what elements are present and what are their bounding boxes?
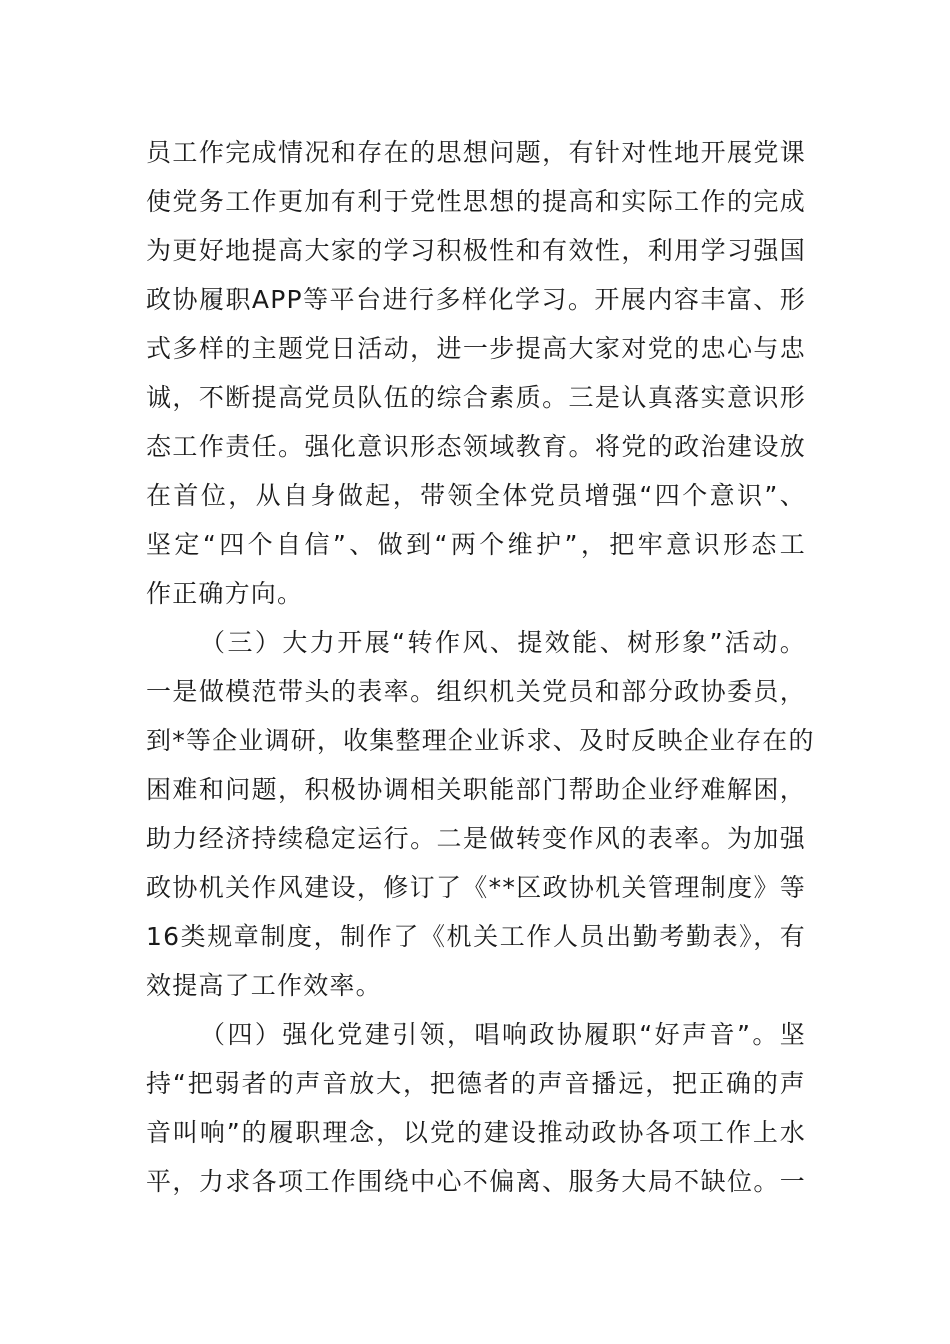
text-line: 一是做模范带头的表率。组织机关党员和部分政协委员， (146, 677, 806, 706)
text-line: 为更好地提高大家的学习积极性和有效性，利用学习强国 (146, 236, 806, 265)
text-line: 式多样的主题党日活动，进一步提高大家对党的忠心与忠 (146, 334, 806, 363)
text-line: 政协机关作风建设，修订了《**区政协机关管理制度》等 (146, 873, 806, 902)
text-line: 诚，不断提高党员队伍的综合素质。三是认真落实意识形 (146, 383, 806, 412)
section-heading-4: （四）强化党建引领，唱响政协履职“好声音”。坚 (200, 1020, 806, 1049)
text-line: 使党务工作更加有利于党性思想的提高和实际工作的完成 (146, 187, 806, 216)
text-line: 到*等企业调研，收集整理企业诉求、及时反映企业存在的 (146, 726, 815, 755)
text-line: 政协履职APP等平台进行多样化学习。开展内容丰富、形 (146, 285, 806, 314)
text-line: 16类规章制度，制作了《机关工作人员出勤考勤表》，有 (146, 922, 806, 951)
text-line: 在首位，从自身做起，带领全体党员增强“四个意识”、 (146, 481, 806, 510)
text-line: 坚定“四个自信”、做到“两个维护”，把牢意识形态工 (146, 530, 806, 559)
body-text (146, 128, 815, 1206)
text-line: 助力经济持续稳定运行。二是做转变作风的表率。为加强 (146, 824, 806, 853)
text-line: 作正确方向。 (146, 579, 304, 608)
text-line: 音叫响”的履职理念，以党的建设推动政协各项工作上水 (146, 1118, 806, 1147)
section-heading-3: （三）大力开展“转作风、提效能、树形象”活动。 (200, 628, 806, 657)
text-line: 持“把弱者的声音放大，把德者的声音播远，把正确的声 (146, 1069, 806, 1098)
text-line: 态工作责任。强化意识形态领域教育。将党的政治建设放 (146, 432, 806, 461)
text-line: 员工作完成情况和存在的思想问题，有针对性地开展党课 (146, 138, 806, 167)
text-line: 困难和问题，积极协调相关职能部门帮助企业纾难解困， (146, 775, 806, 804)
text-line: 效提高了工作效率。 (146, 971, 382, 1000)
text-line: 平，力求各项工作围绕中心不偏离、服务大局不缺位。一 (146, 1167, 806, 1196)
